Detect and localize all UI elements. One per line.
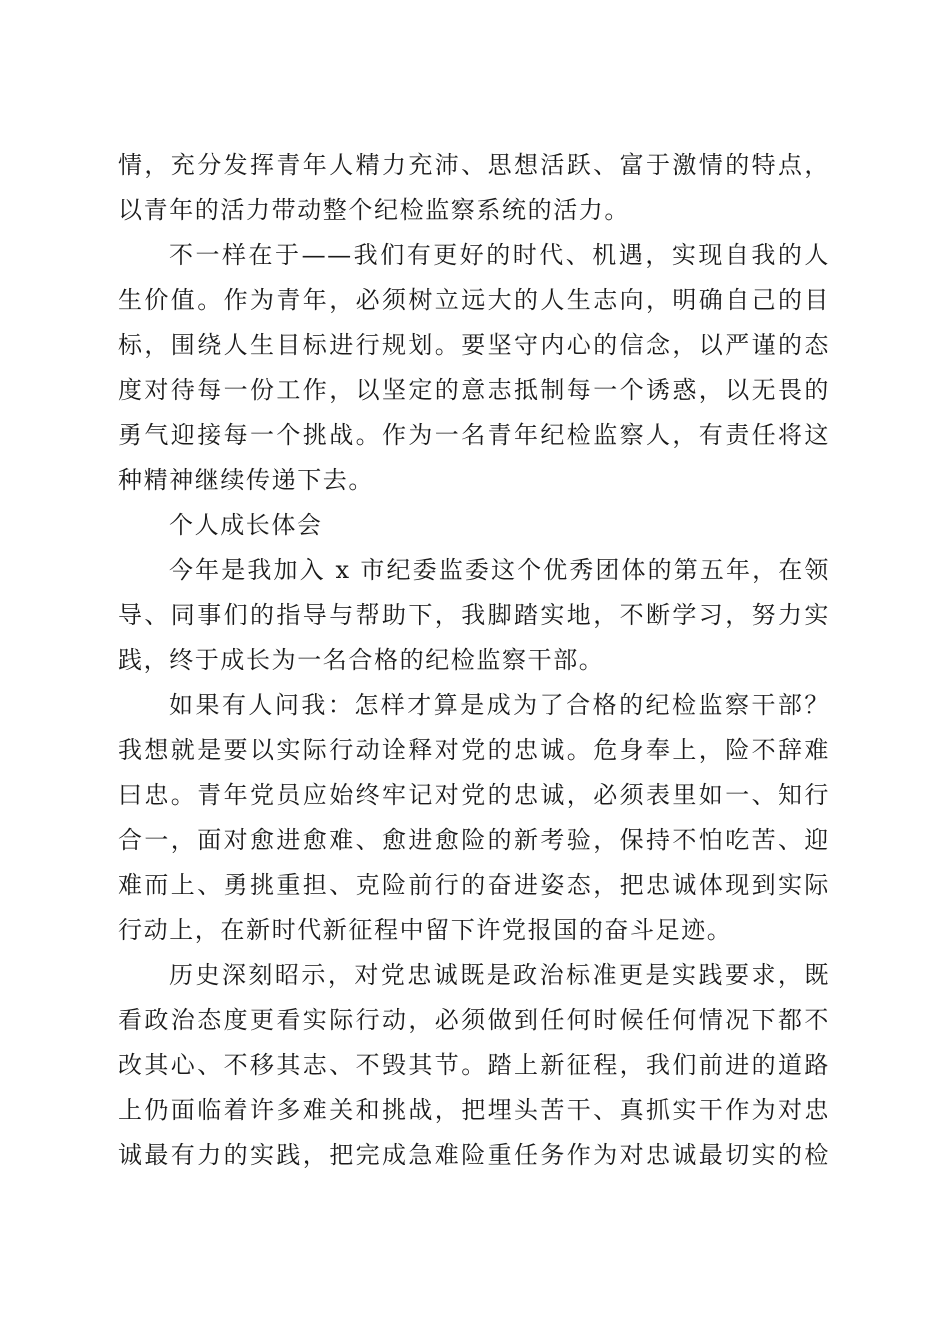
paragraph-2 [118,233,830,503]
text-line: 改其心、不移其志、不毁其节。踏上新征程，我们前进的道路 [118,1051,830,1079]
paragraph-4 [118,683,830,953]
paragraph-1 [118,143,830,233]
text-line: 行动上，在新时代新征程中留下许党报国的奋斗足迹。 [118,916,733,944]
text-line: 践，终于成长为一名合格的纪检监察干部。 [118,646,605,674]
text-line: 如果有人问我：怎样才算是成为了合格的纪检监察干部？ [169,691,830,719]
text-line: 上仍面临着许多难关和挑战，把埋头苦干、真抓实干作为对忠 [118,1096,830,1124]
text-line: 难而上、勇挑重担、克险前行的奋进姿态，把忠诚体现到实际 [118,871,830,899]
text-line: 我想就是要以实际行动诠释对党的忠诚。危身奉上，险不辞难 [118,736,830,764]
text-line: 今年是我加入 x 市纪委监委这个优秀团体的第五年，在领 [169,556,830,584]
text-line: 情，充分发挥青年人精力充沛、思想活跃、富于激情的特点， [118,151,830,179]
section-heading [118,503,830,548]
text-line: 合一，面对愈进愈难、愈进愈险的新考验，保持不怕吃苦、迎 [118,826,830,854]
text-line: 种精神继续传递下去。 [118,466,374,494]
text-line: 生价值。作为青年，必须树立远大的人生志向，明确自己的目 [118,286,830,314]
text-line: 以青年的活力带动整个纪检监察系统的活力。 [118,196,630,224]
text-line: 历史深刻昭示，对党忠诚既是政治标准更是实践要求，既 [169,961,830,989]
text-line: 诚最有力的实践，把完成急难险重任务作为对忠诚最切实的检 [118,1141,830,1169]
section-heading-text: 个人成长体会 [169,511,323,539]
text-line: 度对待每一份工作，以坚定的意志抵制每一个诱惑，以无畏的 [118,376,830,404]
text-line: 看政治态度更看实际行动，必须做到任何时候任何情况下都不 [118,1006,830,1034]
text-line: 勇气迎接每一个挑战。作为一名青年纪检监察人，有责任将这 [118,421,830,449]
paragraph-3 [118,548,830,683]
paragraph-5 [118,953,830,1178]
text-line: 曰忠。青年党员应始终牢记对党的忠诚，必须表里如一、知行 [118,781,830,809]
text-line: 标，围绕人生目标进行规划。要坚守内心的信念，以严谨的态 [118,331,830,359]
text-line: 导、同事们的指导与帮助下，我脚踏实地，不断学习，努力实 [118,601,830,629]
text-line: 不一样在于——我们有更好的时代、机遇，实现自我的人 [169,241,830,269]
document-body [118,143,830,1178]
